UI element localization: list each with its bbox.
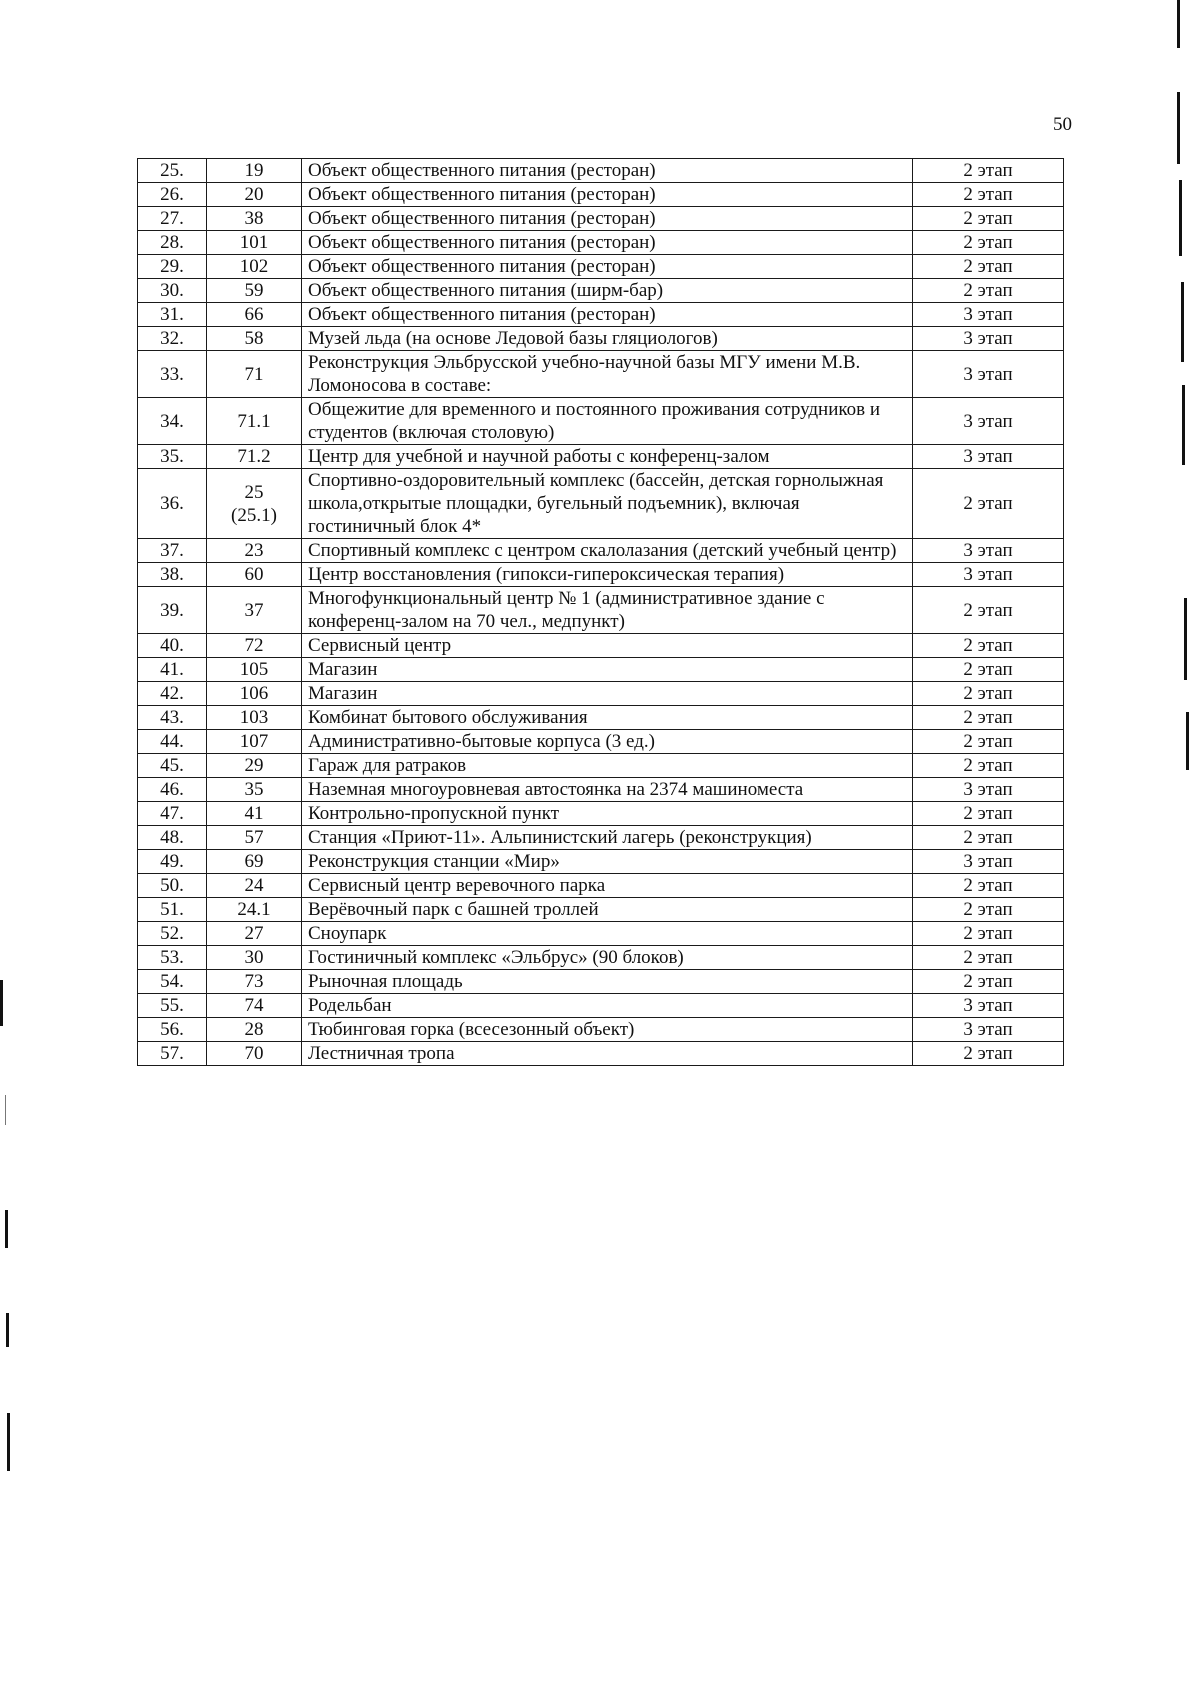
object-code xyxy=(207,539,302,563)
table-row xyxy=(138,634,1064,658)
row-number: 57. xyxy=(138,1042,207,1066)
scan-mark xyxy=(1177,92,1180,164)
scan-mark xyxy=(1182,385,1185,465)
object-code xyxy=(207,469,302,539)
object-name: Тюбинговая горка (всесезонный объект) xyxy=(302,1018,913,1042)
table-row xyxy=(138,754,1064,778)
page-number: 50 xyxy=(1053,114,1072,135)
scan-mark xyxy=(1184,598,1187,680)
stage: 3 этап xyxy=(913,994,1064,1018)
object-code xyxy=(207,874,302,898)
object-code-line: 58 xyxy=(244,328,264,349)
object-name: Центр восстановления (гипокси-гипероксическая терапия) xyxy=(302,563,913,587)
object-name: Магазин xyxy=(302,682,913,706)
object-code-line: 105 xyxy=(239,659,269,680)
scan-mark xyxy=(7,1413,10,1471)
object-code xyxy=(207,279,302,303)
object-code xyxy=(207,398,302,445)
stage: 2 этап xyxy=(913,754,1064,778)
row-number: 45. xyxy=(138,754,207,778)
scan-mark xyxy=(1177,0,1180,48)
object-code-line: 19 xyxy=(244,160,264,181)
object-code xyxy=(207,922,302,946)
object-code xyxy=(207,634,302,658)
row-number: 53. xyxy=(138,946,207,970)
table-row xyxy=(138,874,1064,898)
object-code-line: 71.2 xyxy=(237,446,271,467)
row-number: 51. xyxy=(138,898,207,922)
object-code-line: 74 xyxy=(244,995,264,1016)
object-name: Спортивный комплекс с центром скалолазания (детский учебный центр) xyxy=(302,539,913,563)
object-name: Объект общественного питания (ширм-бар) xyxy=(302,279,913,303)
object-code xyxy=(207,658,302,682)
object-code-line: 24 xyxy=(244,875,264,896)
row-number: 47. xyxy=(138,802,207,826)
object-code-line: 69 xyxy=(244,851,264,872)
stage: 2 этап xyxy=(913,970,1064,994)
object-code-line: 37 xyxy=(244,599,264,621)
object-name: Центр для учебной и научной работы с конференц-залом xyxy=(302,445,913,469)
stage: 3 этап xyxy=(913,850,1064,874)
object-name: Контрольно-пропускной пункт xyxy=(302,802,913,826)
scan-mark xyxy=(1181,282,1184,362)
object-name: Объект общественного питания (ресторан) xyxy=(302,303,913,327)
table-row xyxy=(138,351,1064,398)
object-code xyxy=(207,207,302,231)
row-number: 55. xyxy=(138,994,207,1018)
object-code-line: 35 xyxy=(244,779,264,800)
table-row xyxy=(138,946,1064,970)
table-row xyxy=(138,587,1064,634)
object-code xyxy=(207,255,302,279)
table-row xyxy=(138,826,1064,850)
table-row xyxy=(138,159,1064,183)
object-code-line: 41 xyxy=(244,803,264,824)
object-code-line: 60 xyxy=(244,564,264,585)
table-row xyxy=(138,563,1064,587)
stage: 2 этап xyxy=(913,183,1064,207)
object-code-line: 71.1 xyxy=(237,410,271,432)
row-number: 54. xyxy=(138,970,207,994)
row-number: 35. xyxy=(138,445,207,469)
table-row xyxy=(138,922,1064,946)
object-name: Комбинат бытового обслуживания xyxy=(302,706,913,730)
object-name: Объект общественного питания (ресторан) xyxy=(302,231,913,255)
object-code xyxy=(207,946,302,970)
table-row xyxy=(138,730,1064,754)
object-name: Гостиничный комплекс «Эльбрус» (90 блоков) xyxy=(302,946,913,970)
table-row xyxy=(138,802,1064,826)
table-row xyxy=(138,303,1064,327)
object-name: Спортивно-оздоровительный комплекс (бассейн, детская горнолыжная школа,открытые площадки, бугельный подъемник), включая гостиничный блок 4* xyxy=(302,469,913,539)
row-number: 30. xyxy=(138,279,207,303)
row-number: 33. xyxy=(138,351,207,398)
object-name: Магазин xyxy=(302,658,913,682)
object-code xyxy=(207,1042,302,1066)
row-number: 25. xyxy=(138,159,207,183)
object-name: Станция «Приют-11». Альпинистский лагерь (реконструкция) xyxy=(302,826,913,850)
object-code-line: 107 xyxy=(239,731,269,752)
stage: 3 этап xyxy=(913,778,1064,802)
stage: 3 этап xyxy=(913,539,1064,563)
row-number: 43. xyxy=(138,706,207,730)
object-code xyxy=(207,587,302,634)
object-code xyxy=(207,850,302,874)
object-code xyxy=(207,826,302,850)
object-name: Объект общественного питания (ресторан) xyxy=(302,207,913,231)
object-code-line: 106 xyxy=(239,683,269,704)
stage: 3 этап xyxy=(913,327,1064,351)
object-code-line: (25.1) xyxy=(231,504,277,526)
object-code xyxy=(207,682,302,706)
table-row xyxy=(138,183,1064,207)
object-code xyxy=(207,754,302,778)
row-number: 28. xyxy=(138,231,207,255)
row-number: 50. xyxy=(138,874,207,898)
stage: 3 этап xyxy=(913,398,1064,445)
object-code-line: 27 xyxy=(244,923,264,944)
object-name: Реконструкция Эльбрусской учебно-научной базы МГУ имени М.В. Ломоносова в составе: xyxy=(302,351,913,398)
object-code xyxy=(207,445,302,469)
table-row xyxy=(138,445,1064,469)
stage: 3 этап xyxy=(913,563,1064,587)
stage: 2 этап xyxy=(913,682,1064,706)
object-name: Верёвочный парк с башней троллей xyxy=(302,898,913,922)
scan-mark xyxy=(0,980,3,1026)
stage: 2 этап xyxy=(913,1042,1064,1066)
row-number: 52. xyxy=(138,922,207,946)
row-number: 41. xyxy=(138,658,207,682)
row-number: 32. xyxy=(138,327,207,351)
table-row xyxy=(138,255,1064,279)
stage: 3 этап xyxy=(913,303,1064,327)
row-number: 56. xyxy=(138,1018,207,1042)
object-name: Рыночная площадь xyxy=(302,970,913,994)
object-code xyxy=(207,231,302,255)
stage: 2 этап xyxy=(913,469,1064,539)
stage: 3 этап xyxy=(913,351,1064,398)
table-row xyxy=(138,682,1064,706)
object-code-line: 102 xyxy=(239,256,269,277)
object-code xyxy=(207,183,302,207)
row-number: 38. xyxy=(138,563,207,587)
object-code-line: 20 xyxy=(244,184,264,205)
row-number: 36. xyxy=(138,469,207,539)
object-code-line: 28 xyxy=(244,1019,264,1040)
stage: 2 этап xyxy=(913,658,1064,682)
stage: 2 этап xyxy=(913,922,1064,946)
object-code-line: 57 xyxy=(244,827,264,848)
scan-mark xyxy=(1186,712,1189,770)
object-code-line: 70 xyxy=(244,1043,264,1064)
object-code-line: 38 xyxy=(244,208,264,229)
object-code xyxy=(207,303,302,327)
stage: 2 этап xyxy=(913,587,1064,634)
object-name: Общежитие для временного и постоянного проживания сотрудников и студентов (включая столовую) xyxy=(302,398,913,445)
stage: 2 этап xyxy=(913,874,1064,898)
object-name: Музей льда (на основе Ледовой базы гляциологов) xyxy=(302,327,913,351)
row-number: 39. xyxy=(138,587,207,634)
stage: 3 этап xyxy=(913,1018,1064,1042)
object-name: Сервисный центр xyxy=(302,634,913,658)
object-code-line: 103 xyxy=(239,707,269,728)
object-code-line: 29 xyxy=(244,755,264,776)
stage: 3 этап xyxy=(913,445,1064,469)
object-name: Объект общественного питания (ресторан) xyxy=(302,255,913,279)
stage: 2 этап xyxy=(913,898,1064,922)
object-code xyxy=(207,778,302,802)
table-row xyxy=(138,207,1064,231)
row-number: 49. xyxy=(138,850,207,874)
object-code xyxy=(207,730,302,754)
object-name: Административно-бытовые корпуса (3 ед.) xyxy=(302,730,913,754)
table-row xyxy=(138,539,1064,563)
object-name: Сноупарк xyxy=(302,922,913,946)
table-row xyxy=(138,778,1064,802)
row-number: 40. xyxy=(138,634,207,658)
objects-table xyxy=(137,158,1064,1066)
object-code xyxy=(207,898,302,922)
object-code-line: 71 xyxy=(244,363,264,385)
stage: 2 этап xyxy=(913,946,1064,970)
table-row xyxy=(138,898,1064,922)
object-code xyxy=(207,563,302,587)
row-number: 26. xyxy=(138,183,207,207)
stage: 2 этап xyxy=(913,207,1064,231)
object-code-line: 59 xyxy=(244,280,264,301)
object-code xyxy=(207,1018,302,1042)
row-number: 29. xyxy=(138,255,207,279)
object-name: Гараж для ратраков xyxy=(302,754,913,778)
stage: 2 этап xyxy=(913,279,1064,303)
row-number: 44. xyxy=(138,730,207,754)
stage: 2 этап xyxy=(913,255,1064,279)
scan-mark xyxy=(1179,180,1182,256)
table-row xyxy=(138,327,1064,351)
object-code-line: 73 xyxy=(244,971,264,992)
object-code xyxy=(207,327,302,351)
scan-mark xyxy=(6,1313,9,1347)
object-name: Сервисный центр веревочного парка xyxy=(302,874,913,898)
object-code xyxy=(207,802,302,826)
object-code-line: 101 xyxy=(239,232,269,253)
scan-mark xyxy=(5,1210,8,1248)
object-name: Многофункциональный центр № 1 (административное здание с конференц-залом на 70 чел., медпункт) xyxy=(302,587,913,634)
table-row xyxy=(138,850,1064,874)
row-number: 48. xyxy=(138,826,207,850)
table-row xyxy=(138,970,1064,994)
row-number: 46. xyxy=(138,778,207,802)
stage: 2 этап xyxy=(913,231,1064,255)
stage: 2 этап xyxy=(913,802,1064,826)
object-name: Объект общественного питания (ресторан) xyxy=(302,159,913,183)
object-code-line: 72 xyxy=(244,635,264,656)
table-row xyxy=(138,279,1064,303)
object-code-line: 66 xyxy=(244,304,264,325)
stage: 2 этап xyxy=(913,706,1064,730)
object-name: Наземная многоуровневая автостоянка на 2374 машиноместа xyxy=(302,778,913,802)
row-number: 37. xyxy=(138,539,207,563)
table-row xyxy=(138,658,1064,682)
table-row xyxy=(138,994,1064,1018)
row-number: 27. xyxy=(138,207,207,231)
object-code-line: 23 xyxy=(244,540,264,561)
object-code xyxy=(207,159,302,183)
table-row xyxy=(138,469,1064,539)
stage: 2 этап xyxy=(913,826,1064,850)
scan-mark xyxy=(5,1095,6,1125)
table-row xyxy=(138,398,1064,445)
row-number: 34. xyxy=(138,398,207,445)
stage: 2 этап xyxy=(913,159,1064,183)
object-code xyxy=(207,351,302,398)
object-code xyxy=(207,994,302,1018)
table-row xyxy=(138,1042,1064,1066)
table-row xyxy=(138,231,1064,255)
object-code-line: 30 xyxy=(244,947,264,968)
row-number: 42. xyxy=(138,682,207,706)
object-name: Лестничная тропа xyxy=(302,1042,913,1066)
object-name: Родельбан xyxy=(302,994,913,1018)
stage: 2 этап xyxy=(913,730,1064,754)
object-code-line: 24.1 xyxy=(237,899,271,920)
object-name: Объект общественного питания (ресторан) xyxy=(302,183,913,207)
object-code xyxy=(207,706,302,730)
table-row xyxy=(138,1018,1064,1042)
object-name: Реконструкция станции «Мир» xyxy=(302,850,913,874)
object-code xyxy=(207,970,302,994)
row-number: 31. xyxy=(138,303,207,327)
table-row xyxy=(138,706,1064,730)
stage: 2 этап xyxy=(913,634,1064,658)
object-code-line: 25 xyxy=(244,481,264,503)
